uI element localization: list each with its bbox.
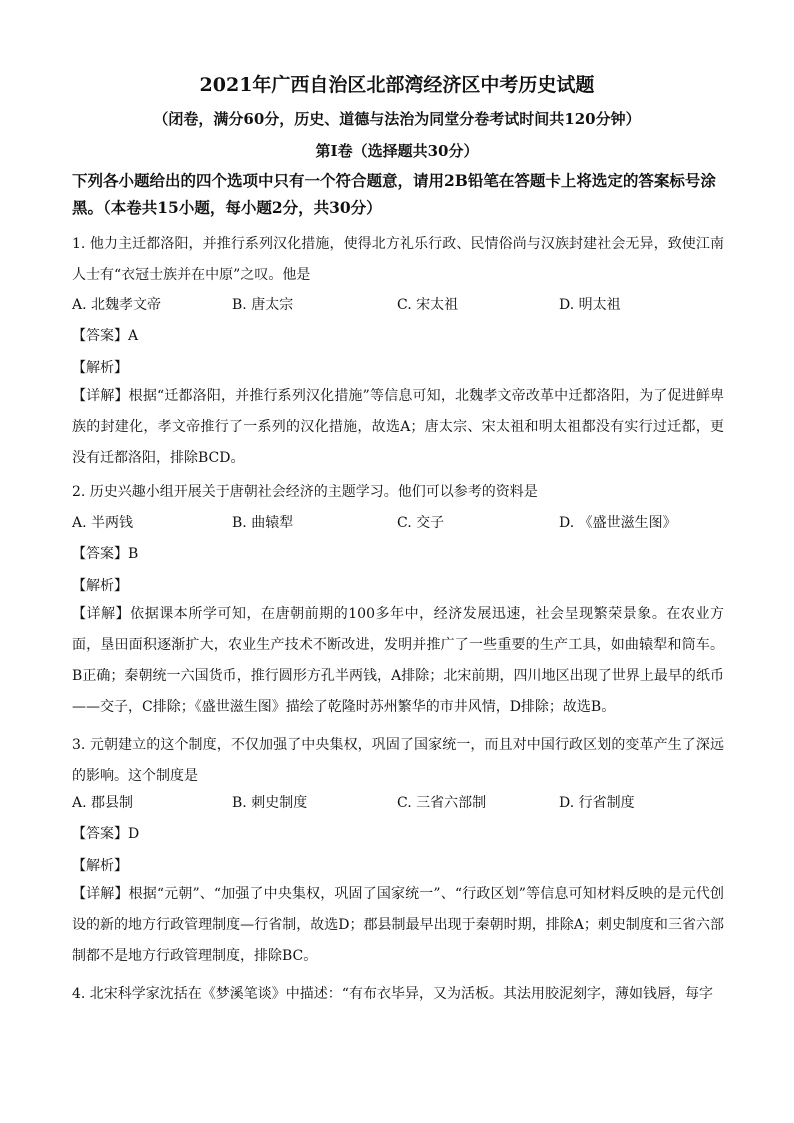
question-1-option-d: D. 明太祖 — [559, 297, 621, 313]
question-1-answer: 【答案】A — [72, 328, 139, 344]
question-3-options — [72, 792, 724, 814]
question-3-option-a: A. 郡县制 — [72, 795, 134, 811]
question-2-stem: 2. 历史兴趣小组开展关于唐朝社会经济的主题学习。他们可以参考的资料是 — [72, 484, 538, 500]
question-2-option-d: D. 《盛世滋生图》 — [559, 515, 677, 531]
question-3-option-d: D. 行省制度 — [559, 795, 635, 811]
exam-subtitle: （闭卷，满分60分，历史、道德与法治为同堂分卷考试时间共120分钟） — [153, 110, 641, 128]
question-1-detail: 【详解】根据“迁都洛阳，并推行系列汉化措施”等信息可知，北魏孝文帝改革中迁都洛阳，为了促进鲜卑族的封建化，孝文帝推行了一系列的汉化措施，故选A；唐太宗、宋太祖和明太祖都没有实行过迁都，更没有迁都洛阳，排除BCD。 — [72, 388, 724, 466]
question-1-analysis-label: 【解析】 — [72, 360, 128, 376]
question-2-options — [72, 512, 724, 534]
question-1-option-c: C. 宋太祖 — [397, 297, 459, 313]
question-3-answer: 【答案】D — [72, 826, 140, 842]
instructions: 下列各小题给出的四个选项中只有一个符合题意，请用2B铅笔在答题卡上将选定的答案标号涂黑。（本卷共15小题，每小题2分，共30分） — [72, 171, 716, 217]
question-1-stem: 1. 他力主迁都洛阳，并推行系列汉化措施，使得北方礼乐行政、民情俗尚与汉族封建社会无异，致使江南人士有“衣冠士族并在中原”之叹。他是 — [72, 236, 724, 283]
question-2-option-a: A. 半两钱 — [72, 515, 134, 531]
question-3-analysis-label: 【解析】 — [72, 858, 128, 874]
question-1-options — [72, 294, 724, 316]
question-1-option-b: B. 唐太宗 — [232, 297, 294, 313]
page-title: 2021年广西自治区北部湾经济区中考历史试题 — [199, 74, 595, 96]
question-4-stem: 4. 北宋科学家沈括在《梦溪笔谈》中描述：“有布衣毕异，又为活板。其法用胶泥刻字，薄如钱唇，每字 — [72, 986, 713, 1002]
question-3-stem: 3. 元朝建立的这个制度，不仅加强了中央集权，巩固了国家统一，而且对中国行政区划的变革产生了深远的影响。这个制度是 — [72, 737, 724, 784]
question-2-option-b: B. 曲辕犁 — [232, 515, 294, 531]
question-2-answer: 【答案】B — [72, 546, 139, 562]
question-3-option-c: C. 三省六部制 — [397, 795, 487, 811]
question-1-option-a: A. 北魏孝文帝 — [72, 297, 162, 313]
question-2-detail: 【详解】依据课本所学可知，在唐朝前期的100多年中，经济发展迅速，社会呈现繁荣景象。在农业方面，垦田面积逐渐扩大，农业生产技术不断改进，发明并推广了一些重要的生产工具，如曲辕犁和筒车。B正确；秦朝统一六国货币，推行圆形方孔半两钱，A排除；北宋前期，四川地区出现了世界上最早的纸币——交子，C排除；《盛世滋生图》描绘了乾隆时苏州繁华的市井风情，D排除；故选B。 — [72, 606, 724, 715]
question-2-option-c: C. 交子 — [397, 515, 445, 531]
section-heading: 第Ⅰ卷（选择题共30分） — [315, 142, 479, 160]
question-2-analysis-label: 【解析】 — [72, 578, 128, 594]
question-3-option-b: B. 刺史制度 — [232, 795, 308, 811]
question-3-detail: 【详解】根据“元朝”、“加强了中央集权，巩固了国家统一”、“行政区划”等信息可知材料反映的是元代创设的新的地方行政管理制度—行省制，故选D；郡县制最早出现于秦朝时期，排除A；刺史制度和三省六部制都不是地方行政管理制度，排除BC。 — [72, 886, 724, 964]
